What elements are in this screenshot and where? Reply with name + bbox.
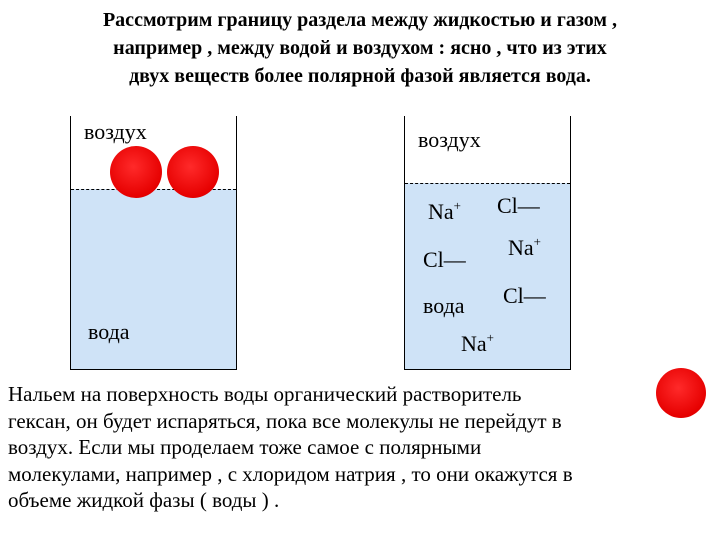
hexane-molecule-1: [110, 146, 162, 198]
paragraph-line-4: молекулами, например , с хлоридом натрия , то они окажутся в: [8, 461, 573, 486]
title-line-3: двух веществ более полярной фазой является вода.: [129, 65, 591, 87]
hexane-molecule-legend: [656, 368, 706, 418]
page-title: [20, 6, 700, 90]
title-line-2: например , между водой и воздухом : ясно , что из этих: [113, 37, 607, 59]
right-beaker-air-label: воздух: [418, 127, 481, 152]
left-beaker-air-label: воздух: [84, 119, 147, 144]
ion-cl-1: Cl—: [497, 193, 540, 218]
ion-na-1: Na+: [428, 198, 461, 224]
ion-na-2: Na+: [508, 234, 541, 260]
ion-cl-3: Cl—: [503, 283, 546, 308]
hexane-molecule-2: [167, 146, 219, 198]
explanation-paragraph: [8, 381, 720, 514]
paragraph-line-3: воздух. Если мы проделаем тоже самое с полярными: [8, 435, 482, 459]
paragraph-line-5: объеме жидкой фазы ( воды ) .: [8, 488, 280, 512]
ion-na-3: Na+: [461, 330, 494, 356]
paragraph-line-2: гексан, он будет испаряться, пока все молекулы не перейдут в: [8, 408, 562, 433]
right-beaker-water-label: вода: [423, 293, 465, 318]
ion-cl-2: Cl—: [423, 247, 466, 272]
left-beaker-water-label: вода: [88, 319, 130, 344]
title-line-1: Рассмотрим границу раздела между жидкостью и газом ,: [102, 9, 618, 31]
paragraph-line-1: Нальем на поверхность воды органический растворитель: [8, 382, 522, 406]
